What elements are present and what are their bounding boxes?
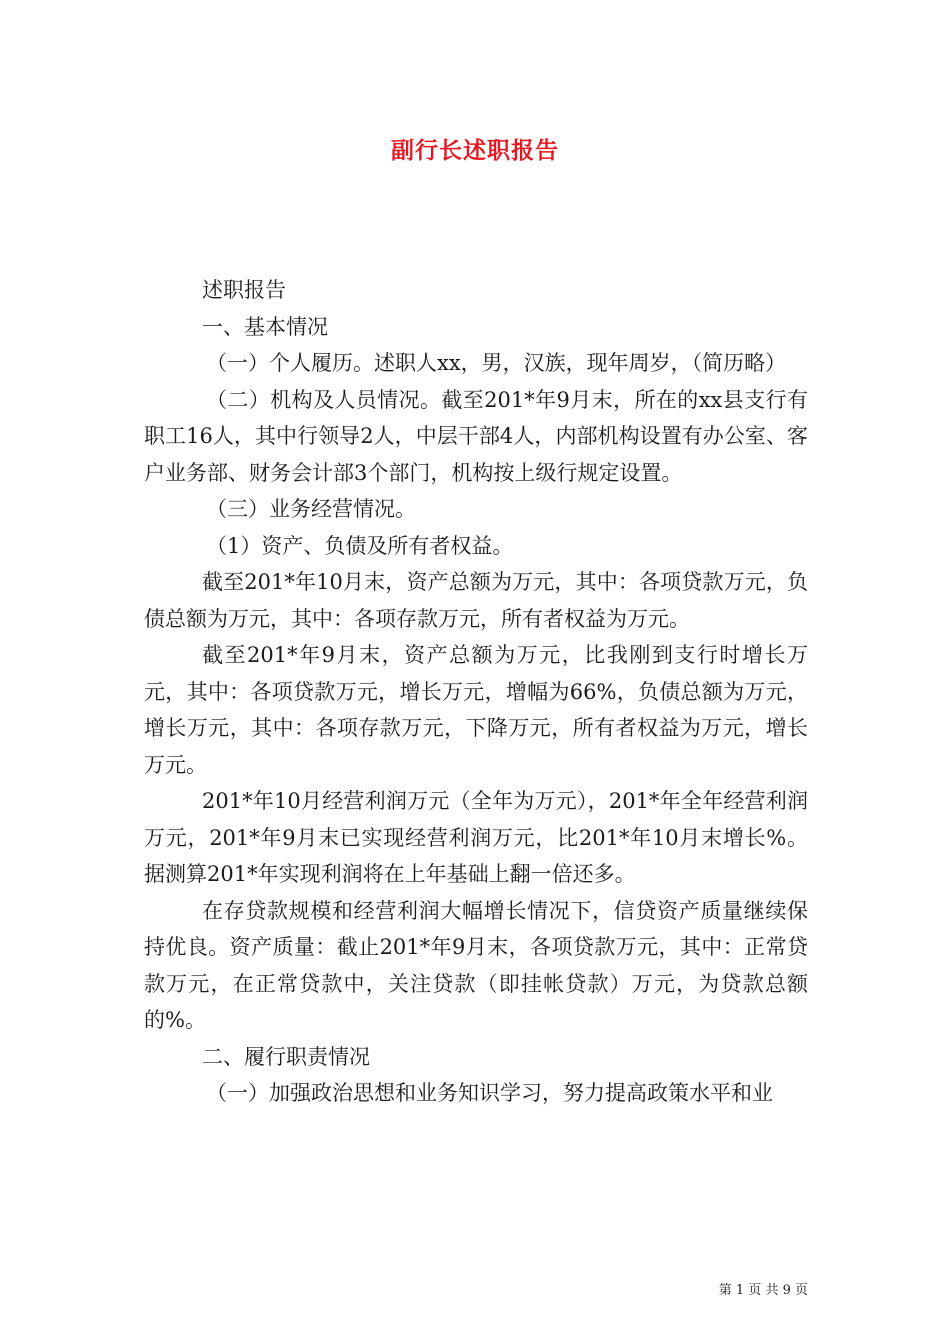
- document-body: [144, 272, 808, 1112]
- page-number: 第 1 页 共 9 页: [718, 1283, 808, 1298]
- paragraph-september-assets: 截至201*年9月末，资产总额为万元，比我刚到支行时增长万元，其中：各项贷款万元，增长万元，增幅为66%，负债总额为万元，增长万元，其中：各项存款万元，下降万元，所有者权益为万元，增长万元。: [144, 643, 808, 777]
- document-title: 副行长述职报告: [391, 137, 559, 164]
- paragraph-assets-heading: （1）资产、负债及所有者权益。: [206, 533, 514, 558]
- paragraph-business-heading: （三）业务经营情况。: [206, 497, 416, 521]
- paragraph-profit: 201*年10月经营利润万元（全年为万元），201*年全年经营利润万元，201*年9月末已实现经营利润万元，比201*年10月末增长%。据测算201*年实现利润将在上年基础上翻一倍还多。: [144, 789, 808, 886]
- paragraph-study: （一）加强政治思想和业务知识学习，努力提高政策水平和业: [206, 1081, 773, 1105]
- paragraph-october-assets: 截至201*年10月末，资产总额为万元，其中：各项贷款万元，负债总额为万元，其中：各项存款万元，所有者权益为万元。: [144, 570, 808, 631]
- paragraph-asset-quality: 在存贷款规模和经营利润大幅增长情况下，信贷资产质量继续保持优良。资产质量：截止201*年9月末，各项贷款万元，其中：正常贷款万元，在正常贷款中，关注贷款（即挂帐贷款）万元，为贷款总额的%。: [144, 898, 808, 1032]
- paragraph-section-2-heading: 二、履行职责情况: [202, 1044, 370, 1069]
- paragraph-report-heading: 述职报告: [202, 278, 286, 302]
- paragraph-section-1-heading: 一、基本情况: [202, 314, 328, 339]
- paragraph-organization: （二）机构及人员情况。截至201*年9月末，所在的xx县支行有职工16人，其中行领导2人，中层干部4人，内部机构设置有办公室、客户业务部、财务会计部3个部门，机构按上级行规定设置。: [144, 387, 808, 485]
- paragraph-resume: （一）个人履历。述职人xx，男，汉族，现年周岁，（简历略）: [206, 351, 787, 375]
